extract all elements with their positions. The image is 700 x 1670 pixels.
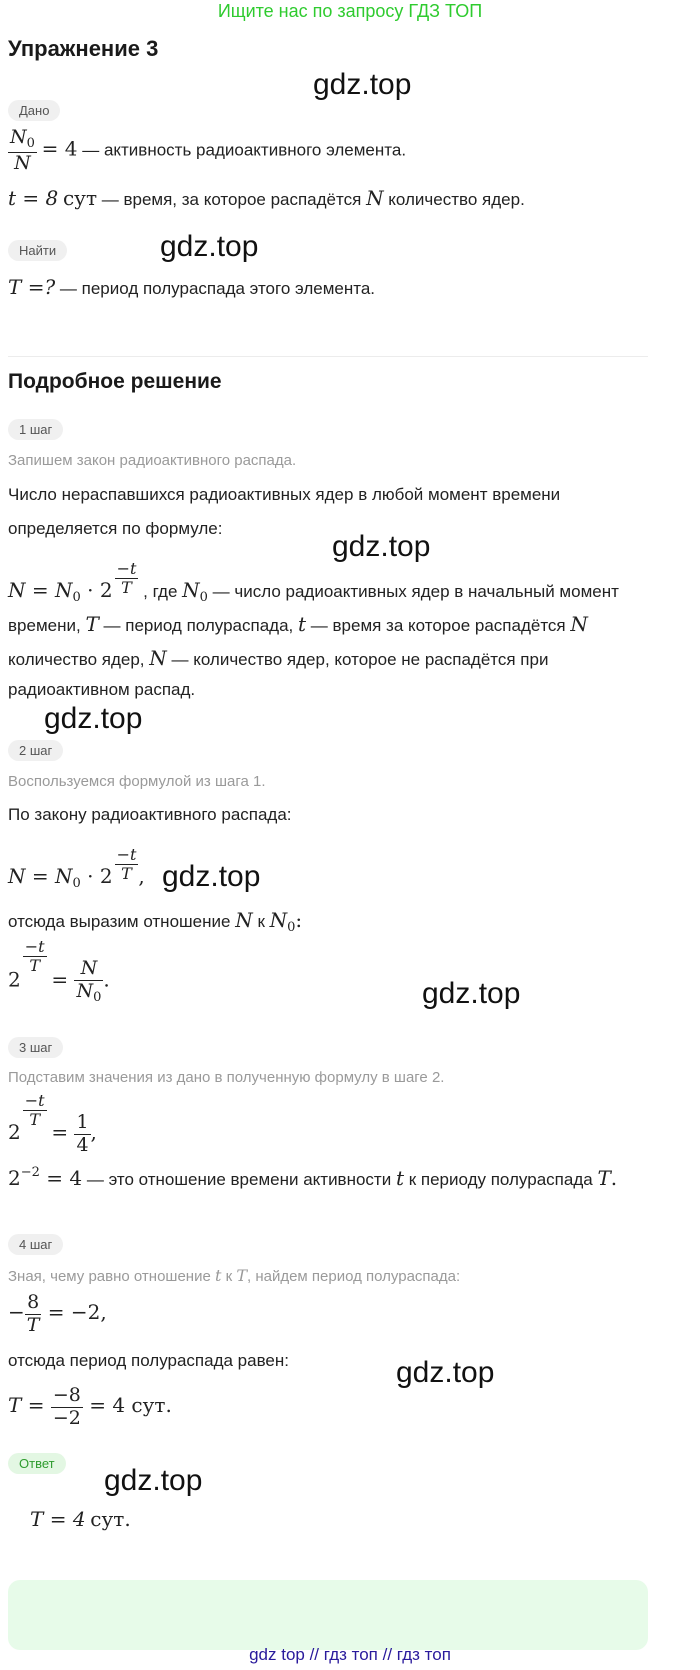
step1-formula-line: $N = N_0 \cdot 2$ $\frac{-t}{T}$ , где $N_0$ — число радиоактивных ядер в начальный момент: [8, 559, 619, 605]
top-banner: Ищите нас по запросу ГДЗ ТОП: [217, 1, 483, 21]
step2-ratio: 2 $\frac{-t}{T}$ = $\frac{N}{N_0}$ .: [8, 937, 110, 1005]
step4-paragraph: отсюда период полураспада равен:: [8, 1351, 289, 1370]
exercise-title: Упражнение 3: [8, 36, 159, 61]
given-1-text: — активность радиоактивного элемента.: [82, 140, 407, 160]
given-line-1: $\frac{N_0}{N}$ = 4 — активность радиоактивного элемента.: [10, 126, 407, 174]
step4-badge: 4 шаг: [8, 1234, 63, 1255]
solution-title: Подробное решение: [8, 370, 222, 393]
bottom-links[interactable]: gdz top // гдз топ // гдз топ: [249, 1645, 451, 1664]
step3-equation: 2 $\frac{-t}{T}$ = $\frac{1}{4}$ ,: [8, 1091, 97, 1156]
step1-paragraph-2: определяется по формуле:: [8, 519, 223, 538]
watermark: gdz.top: [104, 1464, 203, 1497]
step1-line-5: количество ядер, N — количество ядер, которое не распадётся при: [8, 646, 549, 670]
step1-hint: Запишем закон радиоактивного распада.: [8, 452, 297, 469]
step4-equation: − $\frac{8}{T}$ = −2,: [8, 1291, 107, 1336]
step2-badge: 2 шаг: [8, 740, 63, 761]
find-line: T =? — период полураспада этого элемента.: [8, 275, 375, 299]
answer-box: [8, 1580, 648, 1650]
find-label: Найти: [8, 240, 67, 261]
ratio-fraction: $\frac{N_0}{N}$: [10, 126, 35, 174]
step2-paragraph-2: отсюда выразим отношение N к $N_0$:: [8, 908, 303, 935]
step1-paragraph-1: Число нераспавшихся радиоактивных ядер в любой момент времени: [8, 485, 561, 504]
step4-result: T = $\frac{-8}{-2}$ = 4 сут.: [8, 1384, 172, 1429]
watermark: gdz.top: [422, 977, 521, 1010]
step3-line-2: $2^{-2} = 4$ — это отношение времени активности t к периоду полураспада T.: [8, 1165, 618, 1190]
watermark: gdz.top: [162, 860, 261, 893]
watermark: gdz.top: [313, 68, 412, 101]
find-badge: [8, 240, 67, 261]
step2-formula: $N = N_0 \cdot 2$ $\frac{-t}{T}$ ,: [8, 845, 145, 891]
step4-hint: Зная, чему равно отношение t к T, найдем период полураспада:: [8, 1266, 461, 1285]
answer-badge: Ответ: [8, 1453, 66, 1474]
step1-badge: 1 шаг: [8, 419, 63, 440]
given-label: Дано: [8, 100, 60, 121]
step1-line-4: времени, T — период полураспада, t — время за которое распадётся N: [8, 612, 588, 636]
step3-badge: 3 шаг: [8, 1037, 63, 1058]
given-badge: [8, 100, 60, 121]
divider: [8, 356, 648, 357]
watermark: gdz.top: [44, 702, 143, 735]
watermark: gdz.top: [160, 230, 259, 263]
answer-line: T = 4 сут.: [30, 1507, 131, 1531]
step3-hint: Подставим значения из дано в полученную формулу в шаге 2.: [8, 1069, 445, 1086]
given-line-2: t = 8 сут — время, за которое распадётся N количество ядер.: [8, 186, 525, 210]
step1-line-6: радиоактивном распад.: [8, 680, 196, 699]
step2-paragraph-1: По закону радиоактивного распада:: [8, 805, 292, 824]
step2-hint: Воспользуемся формулой из шага 1.: [8, 773, 266, 790]
watermark: gdz.top: [396, 1356, 495, 1389]
watermark: gdz.top: [332, 530, 431, 563]
